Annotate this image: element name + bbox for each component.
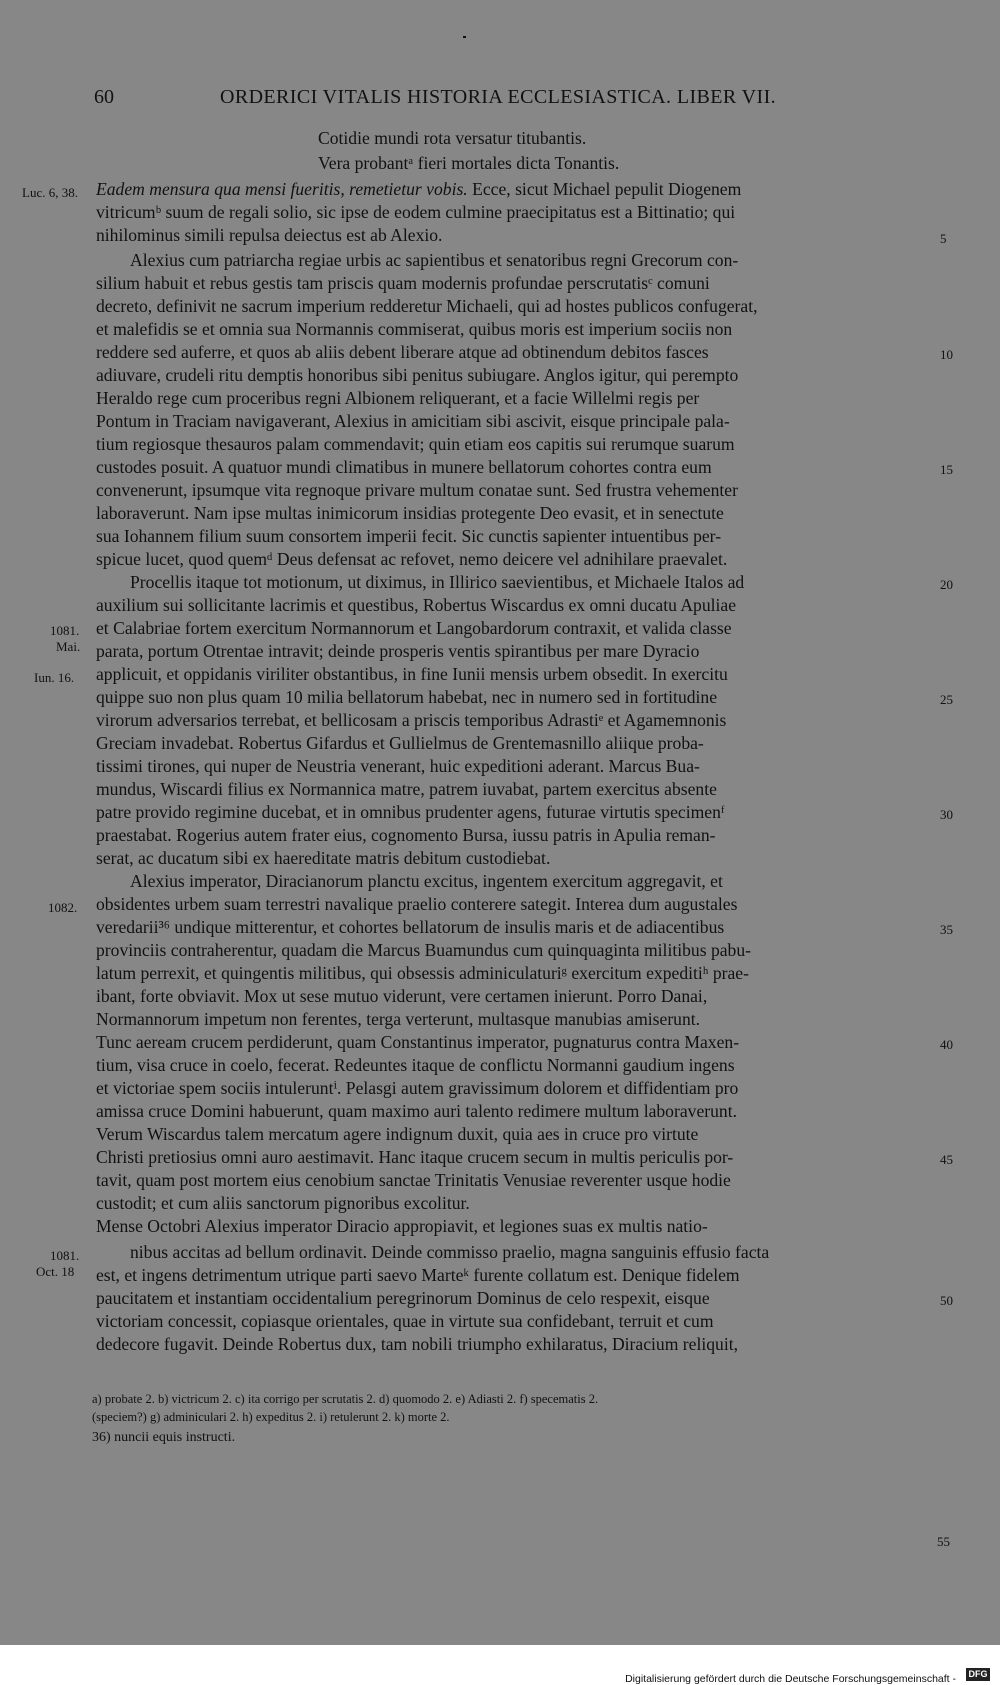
text-line: et Calabriae fortem exercitum Normannorum et Langobardorum contraxit, et valida classe (96, 618, 732, 638)
text-line: sua Iohannem filium suum consortem imperii fecit. Sic cunctis sapienter intuentibus per- (96, 526, 722, 546)
text-line: adiuvare, crudeli ritu demptis honoribus sibi penitus subiugare. Anglos igitur, qui perempto (96, 365, 739, 385)
text-line: tium regiosque thesauros palam commendavit; quin etiam eos capitis sui rerumque suarum (96, 434, 735, 454)
text-line: mundus, Wiscardi filius ex Normannica matre, patrem iuvabat, partem exercitus absente (96, 779, 717, 799)
line-number: 55 (937, 1534, 950, 1549)
text-line: virorum adversarios terrebat, et bellicosam a priscis temporibus Adrastiᵉ et Agamemnonis (96, 710, 727, 730)
text-line: tavit, quam post mortem eius cenobium sanctae Trinitatis Venusiae reverenter usque hodie (96, 1170, 731, 1190)
text-line: est, et ingens detrimentum utrique parti saevo Marteᵏ furente collatum est. Denique fidelem (96, 1265, 740, 1285)
text-line: latum perrexit, et quingentis militibus, qui obsessis adminiculaturiᵍ exercitum expeditiʰ prae- (96, 963, 749, 983)
footnote-line: (speciem?) g) adminiculari 2. h) expeditus 2. i) retulerunt 2. k) morte 2. (92, 1410, 450, 1424)
margin-note: Luc. 6, 38. (22, 185, 78, 200)
text-line: Verum Wiscardus talem mercatum agere indignum duxit, quia aes in cruce pro virtute (96, 1124, 699, 1144)
text-line: silium habuit et rebus gestis tam priscis quam modernis profundae perscrutatisᶜ comuni (96, 273, 710, 293)
digitization-credit: Digitalisierung gefördert durch die Deutsche Forschungsgemeinschaft - (625, 1673, 956, 1685)
text-line: auxilium sui sollicitante lacrimis et questibus, Robertus Wiscardus ex omni ducatu Apuliae (96, 595, 737, 615)
text-line: reddere sed auferre, et quos ab aliis debent liberare atque ad obtinendum debitos fasces (96, 342, 709, 362)
line-number: 15 (940, 462, 953, 477)
line-number: 30 (940, 807, 953, 822)
text-line: tium, visa cruce in coelo, fecerat. Redeuntes itaque de conflictu Normanni gaudium ingens (96, 1055, 735, 1075)
text-line: Christi pretiosius omni auro aestimavit. Hanc itaque crucem secum in multis periculis por- (96, 1147, 734, 1167)
line-number: 50 (940, 1293, 953, 1308)
line-number: 25 (940, 692, 953, 707)
margin-note: 1081. (50, 623, 80, 638)
text-line: provinciis contraherentur, quadam die Marcus Buamundus cum quinquaginta militibus pabu- (96, 940, 752, 960)
margin-note: Mai. (56, 639, 81, 654)
text-line: custodes posuit. A quatuor mundi climatibus in munere bellatorum cohortes contra eum (96, 457, 712, 477)
line-number: 10 (940, 347, 953, 362)
footnote-line: 36) nuncii equis instructi. (92, 1430, 236, 1445)
text-line: Alexius cum patriarcha regiae urbis ac sapientibus et senatoribus regni Grecorum con- (130, 250, 739, 270)
text-line: et malefidis se et omnia sua Normannis commiserat, quibus moris est imperium sociis non (96, 319, 733, 339)
text-line: nibus accitas ad bellum ordinavit. Deinde commisso praelio, magna sanguinis effusio facta (130, 1242, 770, 1262)
text-line: praestabat. Rogerius autem frater eius, cognomento Bursa, iussu patris in Apulia reman- (96, 825, 716, 845)
text-line: Mense Octobri Alexius imperator Diracio appropiavit, et legiones suas ex multis natio- (96, 1216, 708, 1236)
text-line: vitricumᵇ suum de regali solio, sic ipse de eodem culmine praecipitatus est a Bittinatio; qui (96, 202, 736, 222)
scan-speck (463, 36, 466, 38)
footnote-line: a) probate 2. b) victricum 2. c) ita corrigo per scrutatis 2. d) quomodo 2. e) Adiasti 2. f) specematis 2. (92, 1392, 599, 1406)
text-line: serat, ac ducatum sibi ex haereditate matris debitum custodiebat. (96, 848, 551, 868)
page-number: 60 (94, 86, 114, 108)
line-number: 5 (940, 231, 947, 246)
text-line: Greciam invadebat. Robertus Gifardus et Gullielmus de Grentemasnillo aliique proba- (96, 733, 704, 753)
text-line: victoriam concessit, copiasque orientales, quae in virtute sua confidebant, terruit et cum (96, 1311, 714, 1331)
text-line: spicue lucet, quod quemᵈ Deus defensat ac refovet, nemo deicere vel adnihilare praevalet. (96, 549, 728, 569)
verse-line: Cotidie mundi rota versatur titubantis. (318, 128, 587, 148)
text-line: dedecore fugavit. Deinde Robertus dux, tam nobili triumpho exhilaratus, Diracium reliquit, (96, 1334, 739, 1354)
line-number: 40 (940, 1037, 953, 1052)
text-line: convenerunt, ipsumque vita regnoque privare multum conatae sunt. Sed frustra vehementer (96, 480, 738, 500)
text-line: decreto, definivit ne sacrum imperium redderetur Michaeli, qui ad hostes publicos confugerat, (96, 296, 758, 316)
text-line: paucitatem et instantiam occidentalium peregrinorum Dominus de celo respexit, eisque (96, 1288, 710, 1308)
line-number: 35 (940, 922, 953, 937)
text-line: applicuit, et oppidanis viriliter obstantibus, in fine Iunii mensis urbem obsedit. In exercitu (96, 664, 728, 684)
margin-note: 1082. (48, 900, 78, 915)
text-line: tissimi tirones, qui nuper de Neustria venerant, huic expeditioni aderant. Marcus Bua- (96, 756, 700, 776)
text-line: Alexius imperator, Diracianorum planctu excitus, ingentem exercitum aggregavit, et (130, 871, 723, 891)
text-line: veredarii³⁶ undique mitterentur, et cohortes bellatorum de insulis maris et de adiacentibus (96, 917, 725, 937)
text-line: Tunc aeream crucem perdiderunt, quam Constantinus imperator, pugnaturus contra Maxen- (96, 1032, 740, 1052)
text-line: amissa cruce Domini habuerunt, quam maximo auri talento redimere multum laboraverunt. (96, 1101, 737, 1121)
margin-note: Iun. 16. (34, 670, 75, 685)
text-line: patre provido regimine ducebat, et in omnibus prudenter agens, futurae virtutis specimenᶠ (96, 802, 725, 822)
text-line: Normannorum impetum non ferentes, terga verterunt, multasque manubias amiserunt. (96, 1009, 701, 1029)
dfg-logo: DFG (966, 1668, 990, 1681)
text-line: quippe suo non plus quam 10 milia bellatorum habebat, nec in numero sed in fortitudine (96, 687, 718, 707)
text-line: Eadem mensura qua mensi fueritis, remetietur vobis. Ecce, sicut Michael pepulit Diogenem (96, 179, 742, 199)
line-number: 20 (940, 577, 953, 592)
text-line: et victoriae spem sociis intuleruntⁱ. Pelasgi autem gravissimum dolorem et diffidentiam pro (96, 1078, 739, 1098)
text-line: obsidentes urbem suam terrestri navalique praelio conterere sategit. Interea dum augustales (96, 894, 738, 914)
line-number: 45 (940, 1152, 953, 1167)
margin-note: 1081. (50, 1248, 80, 1263)
margin-note: Oct. 18 (36, 1264, 75, 1279)
text-line: Heraldo rege cum proceribus regni Albionem reliquerant, et a facie Willelmi regis per (96, 388, 700, 408)
verse-line: Vera probantᵃ fieri mortales dicta Tonantis. (318, 153, 620, 173)
text-line: parata, portum Otrentae intravit; deinde prosperis ventis spirantibus per mare Dyracio (96, 641, 700, 661)
text-line: Pontum in Traciam navigaverant, Alexius in amicitiam sibi ascivit, eisque principale pala- (96, 411, 730, 431)
text-line: Procellis itaque tot motionum, ut diximus, in Illirico saevientibus, et Michaele Italos ad (130, 572, 745, 592)
running-head: ORDERICI VITALIS HISTORIA ECCLESIASTICA. LIBER VII. (220, 86, 777, 108)
text-line: nihilominus simili repulsa deiectus est ab Alexio. (96, 225, 443, 245)
text-line: custodit; et cum aliis sanctorum pignoribus excolitur. (96, 1193, 470, 1213)
text-line: ibant, forte obviavit. Mox ut sese mutuo viderunt, vere certamen inierunt. Porro Danai, (96, 986, 708, 1006)
text-line: laboraverunt. Nam ipse multas inimicorum insidias protegente Deo evasit, et in senectute (96, 503, 724, 523)
